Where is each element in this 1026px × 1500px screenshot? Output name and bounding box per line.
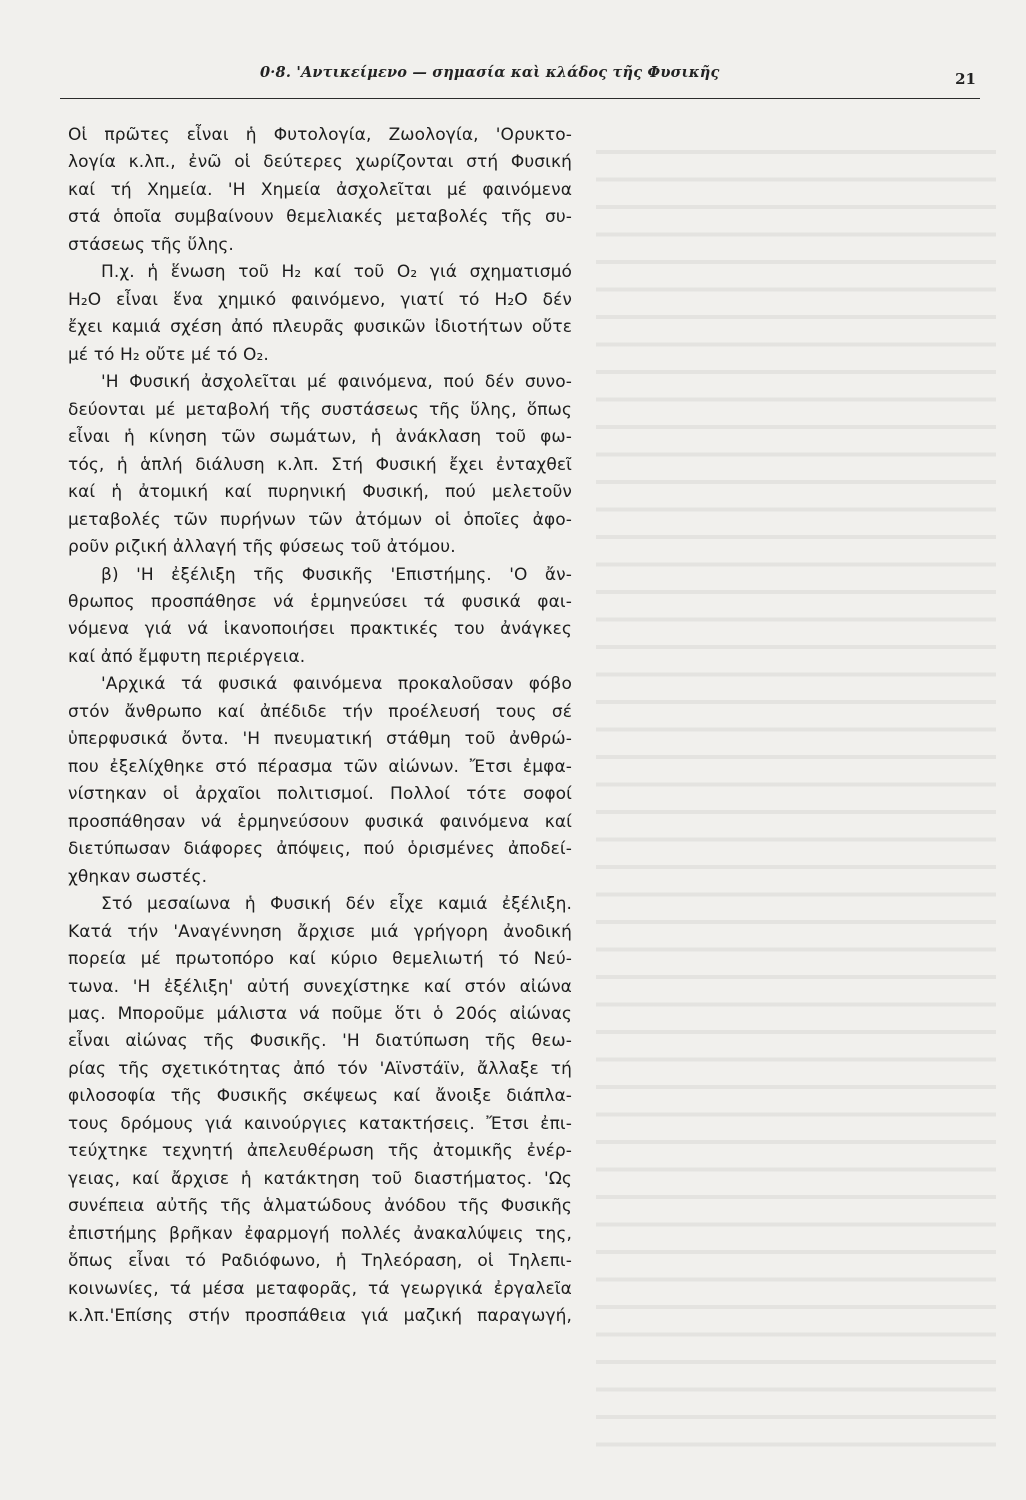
text-line: εἶναι αἰώνας τῆς Φυσικῆς. 'Η διατύπωση τῆς θεω- (68, 1031, 572, 1052)
text-line: καί ἡ ἀτομική καί πυρηνική Φυσική, πού μελετοῦν (68, 482, 572, 503)
text-line: στάσεως τῆς ὕλης. (68, 234, 234, 255)
text-line: χθηκαν σωστές. (68, 866, 208, 887)
text-line: Κατά τήν 'Αναγέννηση ἄρχισε μιά γρήγορη ἀνοδική (68, 921, 572, 942)
text-line: ρίας τῆς σχετικότητας ἀπό τόν 'Αϊνστάϊν, ἄλλαξε τή (68, 1058, 572, 1079)
text-line: δεύονται μέ μεταβολή τῆς συστάσεως τῆς ὕλης, ὅπως (68, 399, 572, 420)
text-line: Στό μεσαίωνα ἡ Φυσική δέν εἶχε καμιά ἐξέλιξη. (101, 894, 572, 915)
text-line: ροῦν ριζική ἀλλαγή τῆς φύσεως τοῦ ἀτόμου. (68, 537, 456, 558)
text-line: ἐπιστήμης βρῆκαν ἐφαρμογή πολλές ἀνακαλύψεις της, (68, 1223, 572, 1244)
text-line: τους δρόμους γιά καινούργιες κατακτήσεις. Ἔτσι ἐπι- (68, 1113, 572, 1134)
text-line: διετύπωσαν διάφορες ἀπόψεις, πού ὁρισμένες ἀποδεί- (68, 839, 572, 860)
text-line: κοινωνίες, τά μέσα μεταφορᾶς, τά γεωργικά ἐργαλεῖα (68, 1278, 572, 1299)
text-line: νίστηκαν οἱ ἀρχαῖοι πολιτισμοί. Πολλοί τότε σοφοί (68, 784, 572, 805)
text-line: ὑπερφυσικά ὄντα. 'Η πνευματική στάθμη τοῦ ἀνθρώ- (68, 729, 572, 750)
text-line: φιλοσοφία τῆς Φυσικῆς σκέψεως καί ἄνοιξε διάπλα- (68, 1086, 572, 1107)
text-line: θρωπος προσπάθησε νά ἑρμηνεύσει τά φυσικά φαι- (68, 591, 572, 612)
text-line: Π.χ. ἡ ἕνωση τοῦ H₂ καί τοῦ O₂ γιά σχηματισμό (101, 262, 572, 283)
running-head: 0·8. 'Αντικείμενο — σημασία καὶ κλάδος τῆς Φυσικῆς (260, 64, 720, 81)
text-line: μας. Μποροῦμε μάλιστα νά ποῦμε ὅτι ὁ 20ός αἰώνας (68, 1004, 572, 1024)
text-line: στά ὁποῖα συμβαίνουν θεμελιακές μεταβολές τῆς συ- (68, 207, 572, 228)
text-line: τός, ἡ ἁπλή διάλυση κ.λπ. Στή Φυσική ἔχει ἐνταχθεῖ (68, 454, 572, 475)
text-line: στόν ἄνθρωπο καί ἀπέδιδε τήν προέλευσή τους σέ (68, 701, 572, 722)
text-line: καί τή Χημεία. 'Η Χημεία ἀσχολεῖται μέ φαινόμενα (68, 179, 572, 200)
text-line: εἶναι ἡ κίνηση τῶν σωμάτων, ἡ ἀνάκλαση τοῦ φω- (68, 427, 572, 448)
text-line: κ.λπ.'Επίσης στήν προσπάθεια γιά μαζική παραγωγή, (68, 1306, 572, 1327)
text-column (68, 122, 572, 1331)
page-header (60, 58, 980, 99)
page-number: 21 (955, 70, 976, 88)
text-line: μεταβολές τῶν πυρήνων τῶν ἀτόμων οἱ ὁποῖες ἀφο- (68, 509, 572, 530)
text-line: προσπάθησαν νά ἑρμηνεύσουν φυσικά φαινόμενα καί (68, 811, 572, 832)
text-line: Οἱ πρῶτες εἶναι ἡ Φυτολογία, Ζωολογία, 'Ορυκτο- (68, 125, 572, 145)
text-line: πορεία μέ πρωτοπόρο καί κύριο θεμελιωτή τό Νεύ- (68, 949, 572, 970)
text-line: 'Η Φυσική ἀσχολεῖται μέ φαινόμενα, πού δέν συνο- (101, 372, 572, 393)
text-line: ἔχει καμιά σχέση ἀπό πλευρᾶς φυσικῶν ἰδιοτήτων οὔτε (68, 317, 572, 338)
text-line: καί ἀπό ἔμφυτη περιέργεια. (68, 646, 306, 667)
text-line: τωνα. 'Η ἐξέλιξη' αὐτή συνεχίστηκε καί στόν αἰώνα (68, 976, 572, 997)
text-line: H₂O εἶναι ἕνα χημικό φαινόμενο, γιατί τό H₂O δέν (68, 289, 572, 310)
text-line: 'Αρχικά τά φυσικά φαινόμενα προκαλοῦσαν φόβο (101, 674, 572, 695)
text-line: μέ τό H₂ οὔτε μέ τό O₂. (68, 344, 269, 365)
text-line: γειας, καί ἄρχισε ἡ κατάκτηση τοῦ διαστήματος. 'Ως (68, 1168, 572, 1189)
text-line: νόμενα γιά νά ἱκανοποιήσει πρακτικές του ἀνάγκες (68, 619, 572, 640)
text-line: που ἐξελίχθηκε στό πέρασμα τῶν αἰώνων. Ἔτσι ἐμφα- (68, 756, 572, 777)
text-line: τεύχτηκε τεχνητή ἀπελευθέρωση τῆς ἀτομικῆς ἐνέρ- (68, 1141, 572, 1162)
section-heading-line: β) 'Η ἐξέλιξη τῆς Φυσικῆς 'Επιστήμης. 'Ο ἄν- (101, 564, 572, 585)
facing-page-bleed-through (596, 128, 996, 1458)
text-line: συνέπεια αὐτῆς τῆς ἁλματώδους ἀνόδου τῆς Φυσικῆς (68, 1196, 572, 1217)
text-line: ὅπως εἶναι τό Ραδιόφωνο, ἡ Τηλεόραση, οἱ Τηλεπι- (68, 1251, 572, 1272)
text-line: λογία κ.λπ., ἐνῶ οἱ δεύτερες χωρίζονται στή Φυσική (68, 152, 572, 173)
